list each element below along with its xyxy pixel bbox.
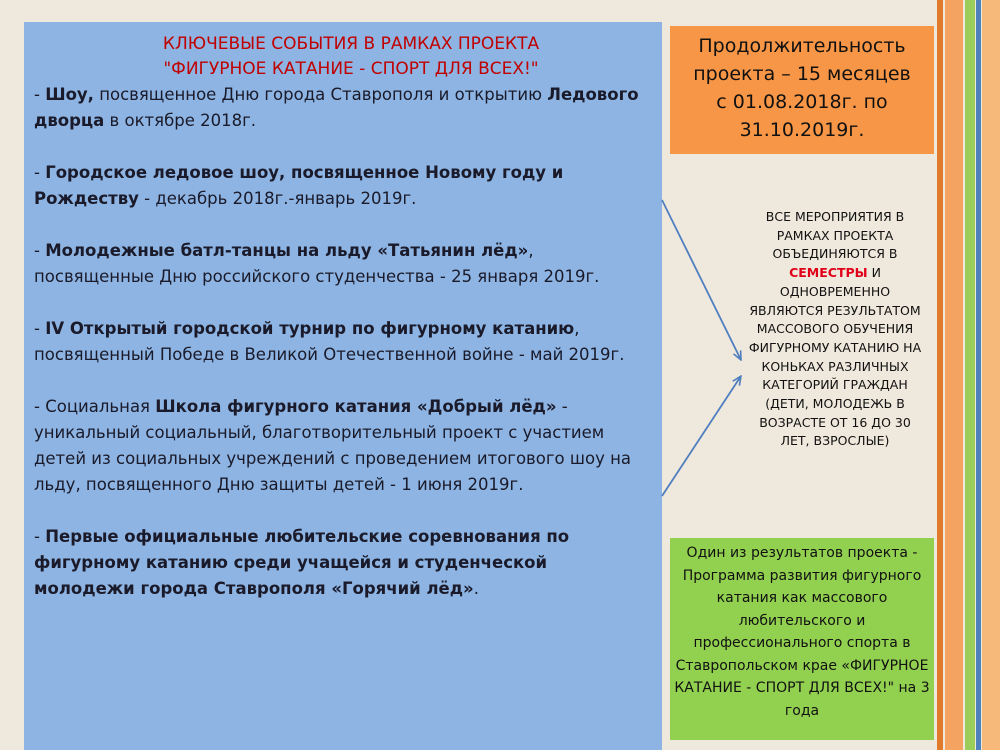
semesters-note: ВСЕ МЕРОПРИЯТИЯ В РАМКАХ ПРОЕКТА ОБЪЕДИНЯЮТСЯ В СЕМЕСТРЫ И ОДНОВРЕМЕННО ЯВЛЯЮТСЯ РЕЗУЛЬТАТОМ МАССОВОГО ОБУЧЕНИЯ ФИГУРНОМУ КАТАНИЮ НА КОНЬКАХ РАЗЛИЧНЫХ КАТЕГОРИЙ ГРАЖДАН (ДЕТИ, МОЛОДЕЖЬ В ВОЗРАСТЕ ОТ 16 ДО 30 ЛЕТ, ВЗРОСЛЫЕ) bbox=[748, 209, 922, 449]
event-new-year-show: - Городское ледовое шоу, посвященное Новому году и Рождеству - декабрь 2018г.-январь 2019г. bbox=[34, 163, 564, 208]
event-social-school: - Социальная Школа фигурного катания «Добрый лёд» - уникальный социальный, благотворительный проект с участием детей из социальных учреждений с проведением итогового шоу на льду, посвященного Дню защиты детей - 1 июня 2019г. bbox=[34, 397, 631, 494]
event-amateur-competition: - Первые официальные любительские соревнования по фигурному катанию среди учащейся и студенческой молодежи города Ставрополя «Горячий лёд». bbox=[34, 527, 570, 598]
event-show-city-day: - Шоу, посвященное Дню города Ставрополя и открытию Ледового дворца в октябре 2018г. bbox=[34, 85, 639, 130]
event-city-tournament: - IV Открытый городской турнир по фигурному катанию, посвященный Победе в Великой Отечественной войне - май 2019г. bbox=[34, 319, 625, 364]
duration-line-2: проекта – 15 месяцев bbox=[693, 63, 911, 85]
title-line-1: КЛЮЧЕВЫЕ СОБЫТИЯ В РАМКАХ ПРОЕКТА bbox=[162, 34, 540, 54]
duration-line-4: 31.10.2019г. bbox=[739, 119, 865, 141]
arrow-top bbox=[662, 200, 741, 360]
event-battle-dance: - Молодежные батл-танцы на льду «Татьянин лёд», посвященные Дню российского студенчества - 25 января 2019г. bbox=[34, 241, 600, 286]
duration-line-1: Продолжительность bbox=[698, 35, 906, 57]
result-box bbox=[670, 538, 934, 740]
arrow-bottom bbox=[662, 376, 741, 496]
semesters-highlight: СЕМЕСТРЫ bbox=[789, 265, 868, 281]
title-line-2: "ФИГУРНОЕ КАТАНИЕ - СПОРТ ДЛЯ ВСЕХ!" bbox=[163, 59, 539, 79]
result-text: Один из результатов проекта - Программа развития фигурного катания как массового любительского и профессионального спорта в Ставропольском крае «ФИГУРНОЕ КАТАНИЕ - СПОРТ ДЛЯ ВСЕХ!" на 3 года bbox=[674, 545, 930, 719]
duration-line-3: с 01.08.2018г. по bbox=[716, 91, 888, 113]
